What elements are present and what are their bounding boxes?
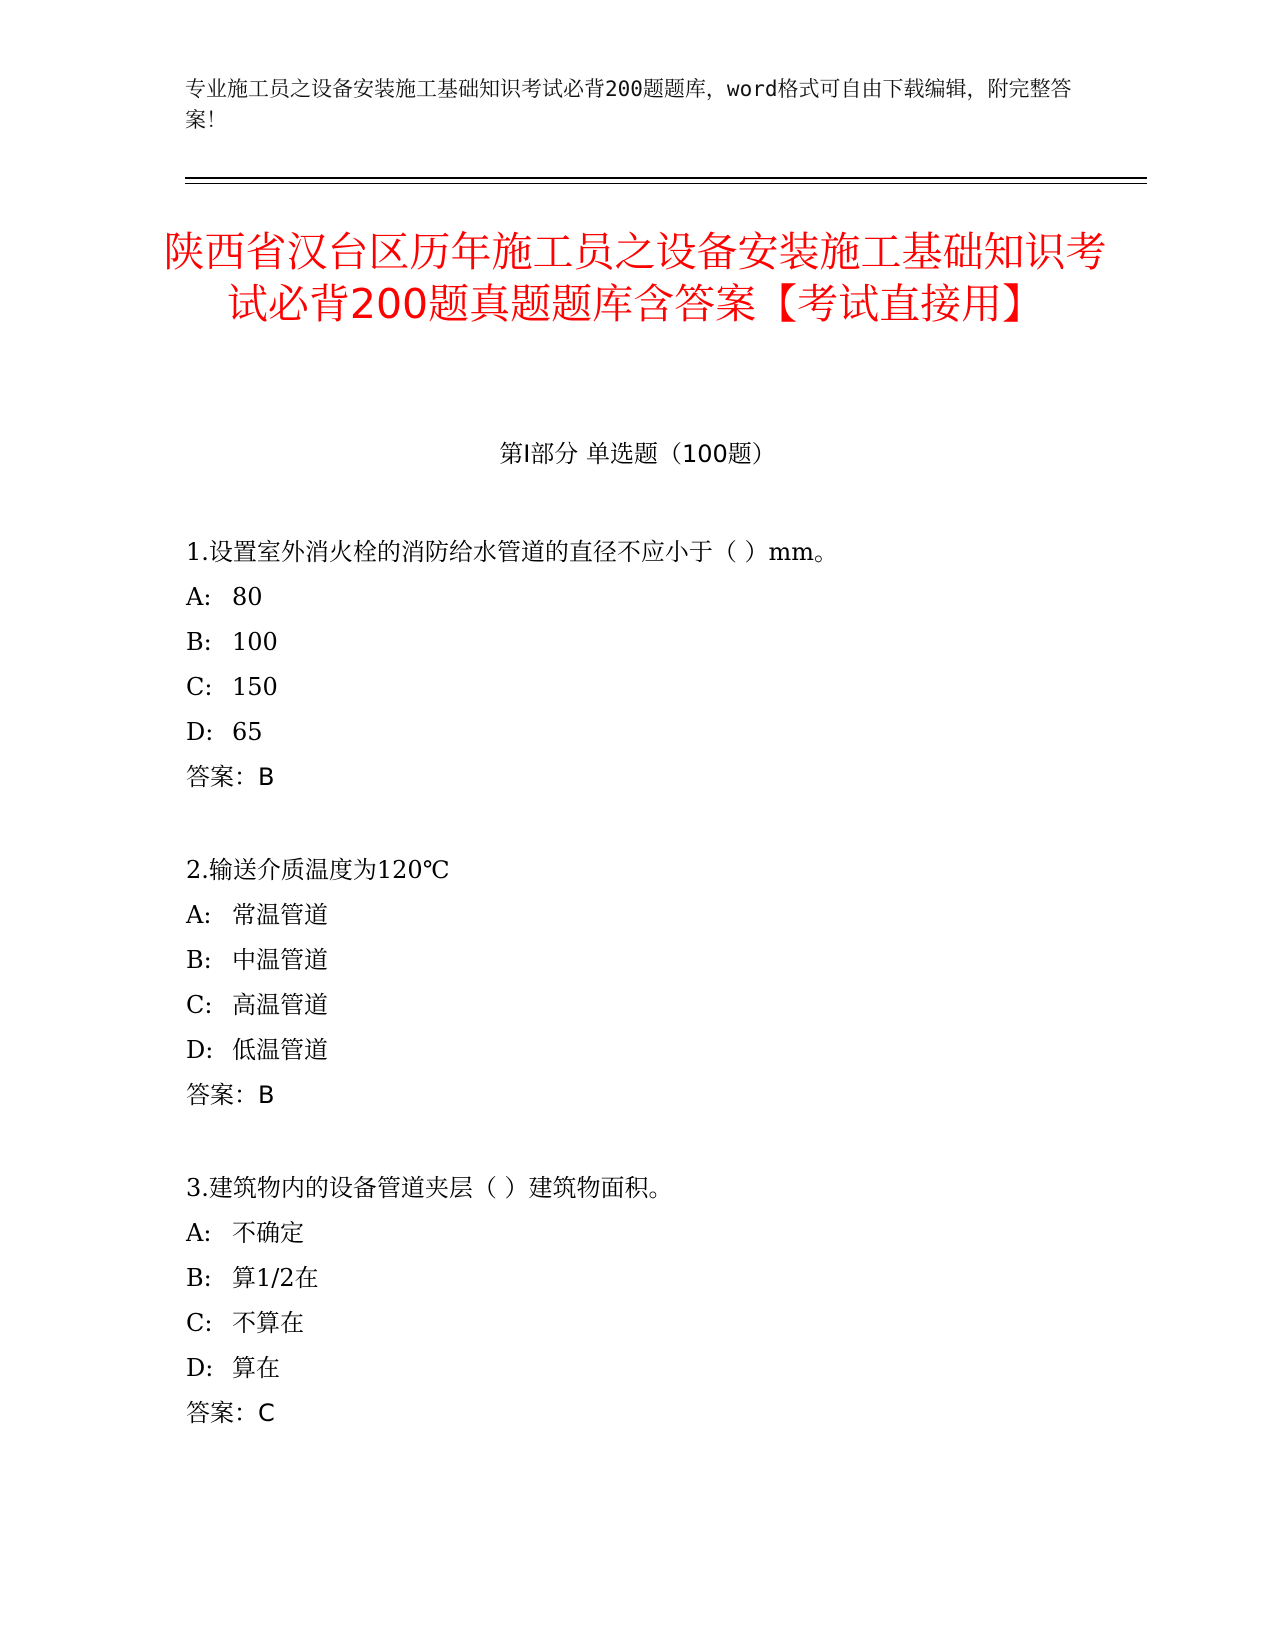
option-letter: D: [186, 718, 214, 746]
option-letter: C: [186, 991, 213, 1019]
question-1 [186, 530, 1136, 800]
option-b [186, 1256, 1136, 1301]
option-text: 80 [232, 583, 263, 611]
option-text: 高温管道 [232, 991, 328, 1019]
option-text: 不算在 [232, 1309, 304, 1337]
option-letter: B: [186, 628, 212, 656]
answer-line: 答案：B [186, 763, 275, 791]
question-stem: 1.设置室外消火栓的消防给水管道的直径不应小于（ ）mm。 [186, 538, 839, 566]
answer-line: 答案：C [186, 1399, 275, 1427]
option-letter: A: [186, 901, 212, 929]
option-c [186, 1301, 1136, 1346]
section-heading: 第Ⅰ部分 单选题（100题） [499, 440, 776, 468]
option-text: 算1/2在 [232, 1264, 319, 1292]
header-rule-thin [185, 183, 1147, 184]
option-letter: B: [186, 1264, 212, 1292]
answer-line: 答案：B [186, 1081, 275, 1109]
option-c [186, 665, 1136, 710]
header-rule-thick [185, 177, 1147, 179]
option-text: 65 [232, 718, 263, 746]
document-title: 陕西省汉台区历年施工员之设备安装施工基础知识考试必背200题真题题库含答案【考试直接用】 [163, 228, 1107, 328]
option-d [186, 710, 1136, 755]
option-text: 不确定 [232, 1219, 304, 1247]
option-letter: D: [186, 1354, 214, 1382]
option-a [186, 1211, 1136, 1256]
question-stem: 3.建筑物内的设备管道夹层（ ）建筑物面积。 [186, 1174, 673, 1202]
question-2 [186, 848, 1136, 1118]
question-3 [186, 1166, 1136, 1436]
option-letter: D: [186, 1036, 214, 1064]
option-a [186, 893, 1136, 938]
option-text: 150 [232, 673, 278, 701]
header-note: 专业施工员之设备安装施工基础知识考试必背200题题库，word格式可自由下载编辑，附完整答案！ [185, 77, 1072, 132]
option-text: 算在 [232, 1354, 280, 1382]
option-letter: C: [186, 1309, 213, 1337]
option-text: 常温管道 [232, 901, 328, 929]
option-letter: A: [186, 583, 212, 611]
option-a [186, 575, 1136, 620]
option-c [186, 983, 1136, 1028]
option-text: 中温管道 [232, 946, 328, 974]
question-stem: 2.输送介质温度为120℃ [186, 856, 450, 884]
option-d [186, 1346, 1136, 1391]
option-b [186, 620, 1136, 665]
option-text: 100 [232, 628, 278, 656]
option-text: 低温管道 [232, 1036, 328, 1064]
option-letter: A: [186, 1219, 212, 1247]
option-b [186, 938, 1136, 983]
option-letter: B: [186, 946, 212, 974]
option-d [186, 1028, 1136, 1073]
option-letter: C: [186, 673, 213, 701]
